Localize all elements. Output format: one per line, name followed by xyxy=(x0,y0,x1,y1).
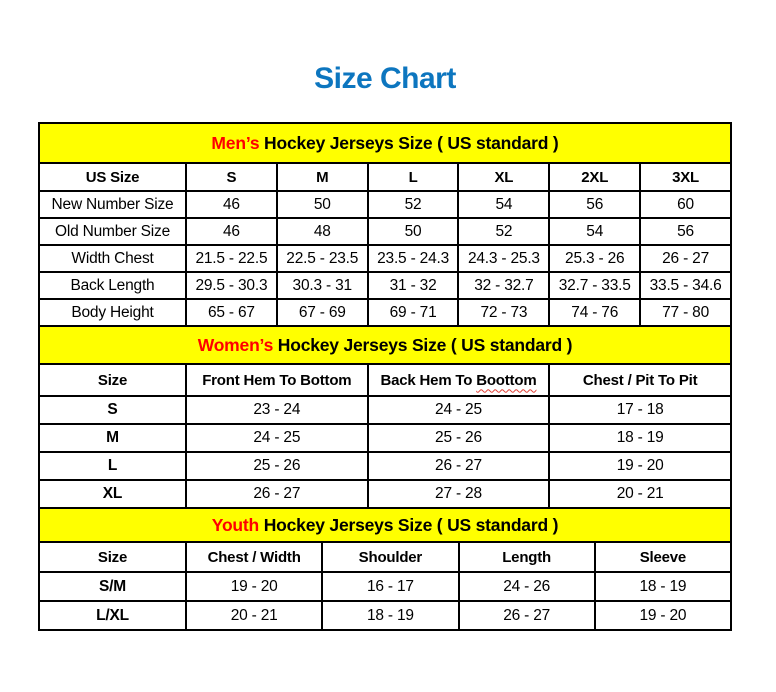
men-table-row xyxy=(39,245,731,272)
women-table-row xyxy=(39,424,731,452)
women-header-cell: Front Hem To Bottom xyxy=(186,364,368,396)
women-table-row xyxy=(39,480,731,508)
men-value-cell: 74 - 76 xyxy=(549,299,640,326)
men-value-cell: 56 xyxy=(549,191,640,218)
men-header-cell: 3XL xyxy=(640,163,731,191)
youth-section-title-text: Hockey Jerseys Size ( US standard ) xyxy=(259,514,559,535)
men-row-label: New Number Size xyxy=(39,191,186,218)
youth-section-title-accent: Youth xyxy=(211,514,260,535)
men-header-cell: M xyxy=(277,163,368,191)
men-value-cell: 54 xyxy=(458,191,549,218)
men-value-cell: 29.5 - 30.3 xyxy=(186,272,277,299)
men-header-cell: 2XL xyxy=(549,163,640,191)
men-section-title-text: Hockey Jerseys Size ( US standard ) xyxy=(259,132,559,153)
women-value-cell: 27 - 28 xyxy=(368,480,550,508)
men-value-cell: 24.3 - 25.3 xyxy=(458,245,549,272)
mens-size-table xyxy=(38,122,732,327)
women-value-cell: 18 - 19 xyxy=(549,424,731,452)
women-header-cell xyxy=(368,364,550,396)
women-value-cell: 26 - 27 xyxy=(368,452,550,480)
men-value-cell: 77 - 80 xyxy=(640,299,731,326)
women-row-label: S xyxy=(39,396,186,424)
women-value-cell: 25 - 26 xyxy=(368,424,550,452)
women-value-cell: 24 - 25 xyxy=(368,396,550,424)
men-row-label: Width Chest xyxy=(39,245,186,272)
men-value-cell: 72 - 73 xyxy=(458,299,549,326)
men-value-cell: 65 - 67 xyxy=(186,299,277,326)
men-row-label: Old Number Size xyxy=(39,218,186,245)
men-value-cell: 32.7 - 33.5 xyxy=(549,272,640,299)
youth-value-cell: 24 - 26 xyxy=(459,572,595,601)
men-header-cell: XL xyxy=(458,163,549,191)
men-value-cell: 69 - 71 xyxy=(368,299,459,326)
men-table-row xyxy=(39,191,731,218)
youth-value-cell: 19 - 20 xyxy=(595,601,731,630)
women-row-label: L xyxy=(39,452,186,480)
youth-value-cell: 16 - 17 xyxy=(322,572,458,601)
women-table-row xyxy=(39,452,731,480)
men-value-cell: 30.3 - 31 xyxy=(277,272,368,299)
youth-value-cell: 18 - 19 xyxy=(322,601,458,630)
youth-row-label: S/M xyxy=(39,572,186,601)
youth-size-table xyxy=(38,507,732,631)
women-value-cell: 20 - 21 xyxy=(549,480,731,508)
men-value-cell: 26 - 27 xyxy=(640,245,731,272)
misspelled-word: Boottom xyxy=(476,371,537,389)
men-value-cell: 46 xyxy=(186,218,277,245)
men-value-cell: 32 - 32.7 xyxy=(458,272,549,299)
size-chart-tables xyxy=(38,122,732,631)
women-row-label: M xyxy=(39,424,186,452)
women-row-label: XL xyxy=(39,480,186,508)
women-value-cell: 19 - 20 xyxy=(549,452,731,480)
women-value-cell: 25 - 26 xyxy=(186,452,368,480)
page-title: Size Chart xyxy=(314,62,456,95)
youth-header-cell: Length xyxy=(459,542,595,572)
womens-size-table xyxy=(38,325,732,509)
women-header-cell: Size xyxy=(39,364,186,396)
youth-row-label: L/XL xyxy=(39,601,186,630)
youth-table-row xyxy=(39,601,731,630)
men-section-title xyxy=(39,123,731,163)
men-value-cell: 52 xyxy=(368,191,459,218)
women-section-title-accent: Women’s xyxy=(197,334,274,355)
men-value-cell: 50 xyxy=(277,191,368,218)
youth-value-cell: 20 - 21 xyxy=(186,601,322,630)
women-header-cell: Chest / Pit To Pit xyxy=(549,364,731,396)
women-value-cell: 24 - 25 xyxy=(186,424,368,452)
women-section-title-text: Hockey Jerseys Size ( US standard ) xyxy=(273,334,573,355)
men-section-title-accent: Men’s xyxy=(211,132,260,153)
men-value-cell: 22.5 - 23.5 xyxy=(277,245,368,272)
men-value-cell: 54 xyxy=(549,218,640,245)
men-value-cell: 56 xyxy=(640,218,731,245)
men-value-cell: 48 xyxy=(277,218,368,245)
men-header-cell: L xyxy=(368,163,459,191)
men-value-cell: 25.3 - 26 xyxy=(549,245,640,272)
women-value-cell: 23 - 24 xyxy=(186,396,368,424)
women-table-row xyxy=(39,396,731,424)
youth-header-cell: Shoulder xyxy=(322,542,458,572)
youth-value-cell: 26 - 27 xyxy=(459,601,595,630)
men-value-cell: 50 xyxy=(368,218,459,245)
men-table-row xyxy=(39,299,731,326)
youth-value-cell: 18 - 19 xyxy=(595,572,731,601)
men-value-cell: 60 xyxy=(640,191,731,218)
men-value-cell: 67 - 69 xyxy=(277,299,368,326)
men-header-cell: US Size xyxy=(39,163,186,191)
men-value-cell: 23.5 - 24.3 xyxy=(368,245,459,272)
men-value-cell: 33.5 - 34.6 xyxy=(640,272,731,299)
men-table-row xyxy=(39,272,731,299)
men-header-cell: S xyxy=(186,163,277,191)
youth-header-cell: Chest / Width xyxy=(186,542,322,572)
youth-value-cell: 19 - 20 xyxy=(186,572,322,601)
men-value-cell: 46 xyxy=(186,191,277,218)
men-value-cell: 52 xyxy=(458,218,549,245)
men-table-row xyxy=(39,218,731,245)
women-value-cell: 17 - 18 xyxy=(549,396,731,424)
women-header-cell-text: Back Hem To xyxy=(380,371,477,389)
women-value-cell: 26 - 27 xyxy=(186,480,368,508)
youth-section-title xyxy=(39,508,731,542)
youth-header-cell: Sleeve xyxy=(595,542,731,572)
women-section-title xyxy=(39,326,731,364)
men-value-cell: 21.5 - 22.5 xyxy=(186,245,277,272)
men-row-label: Body Height xyxy=(39,299,186,326)
youth-table-row xyxy=(39,572,731,601)
youth-header-cell: Size xyxy=(39,542,186,572)
men-row-label: Back Length xyxy=(39,272,186,299)
men-value-cell: 31 - 32 xyxy=(368,272,459,299)
